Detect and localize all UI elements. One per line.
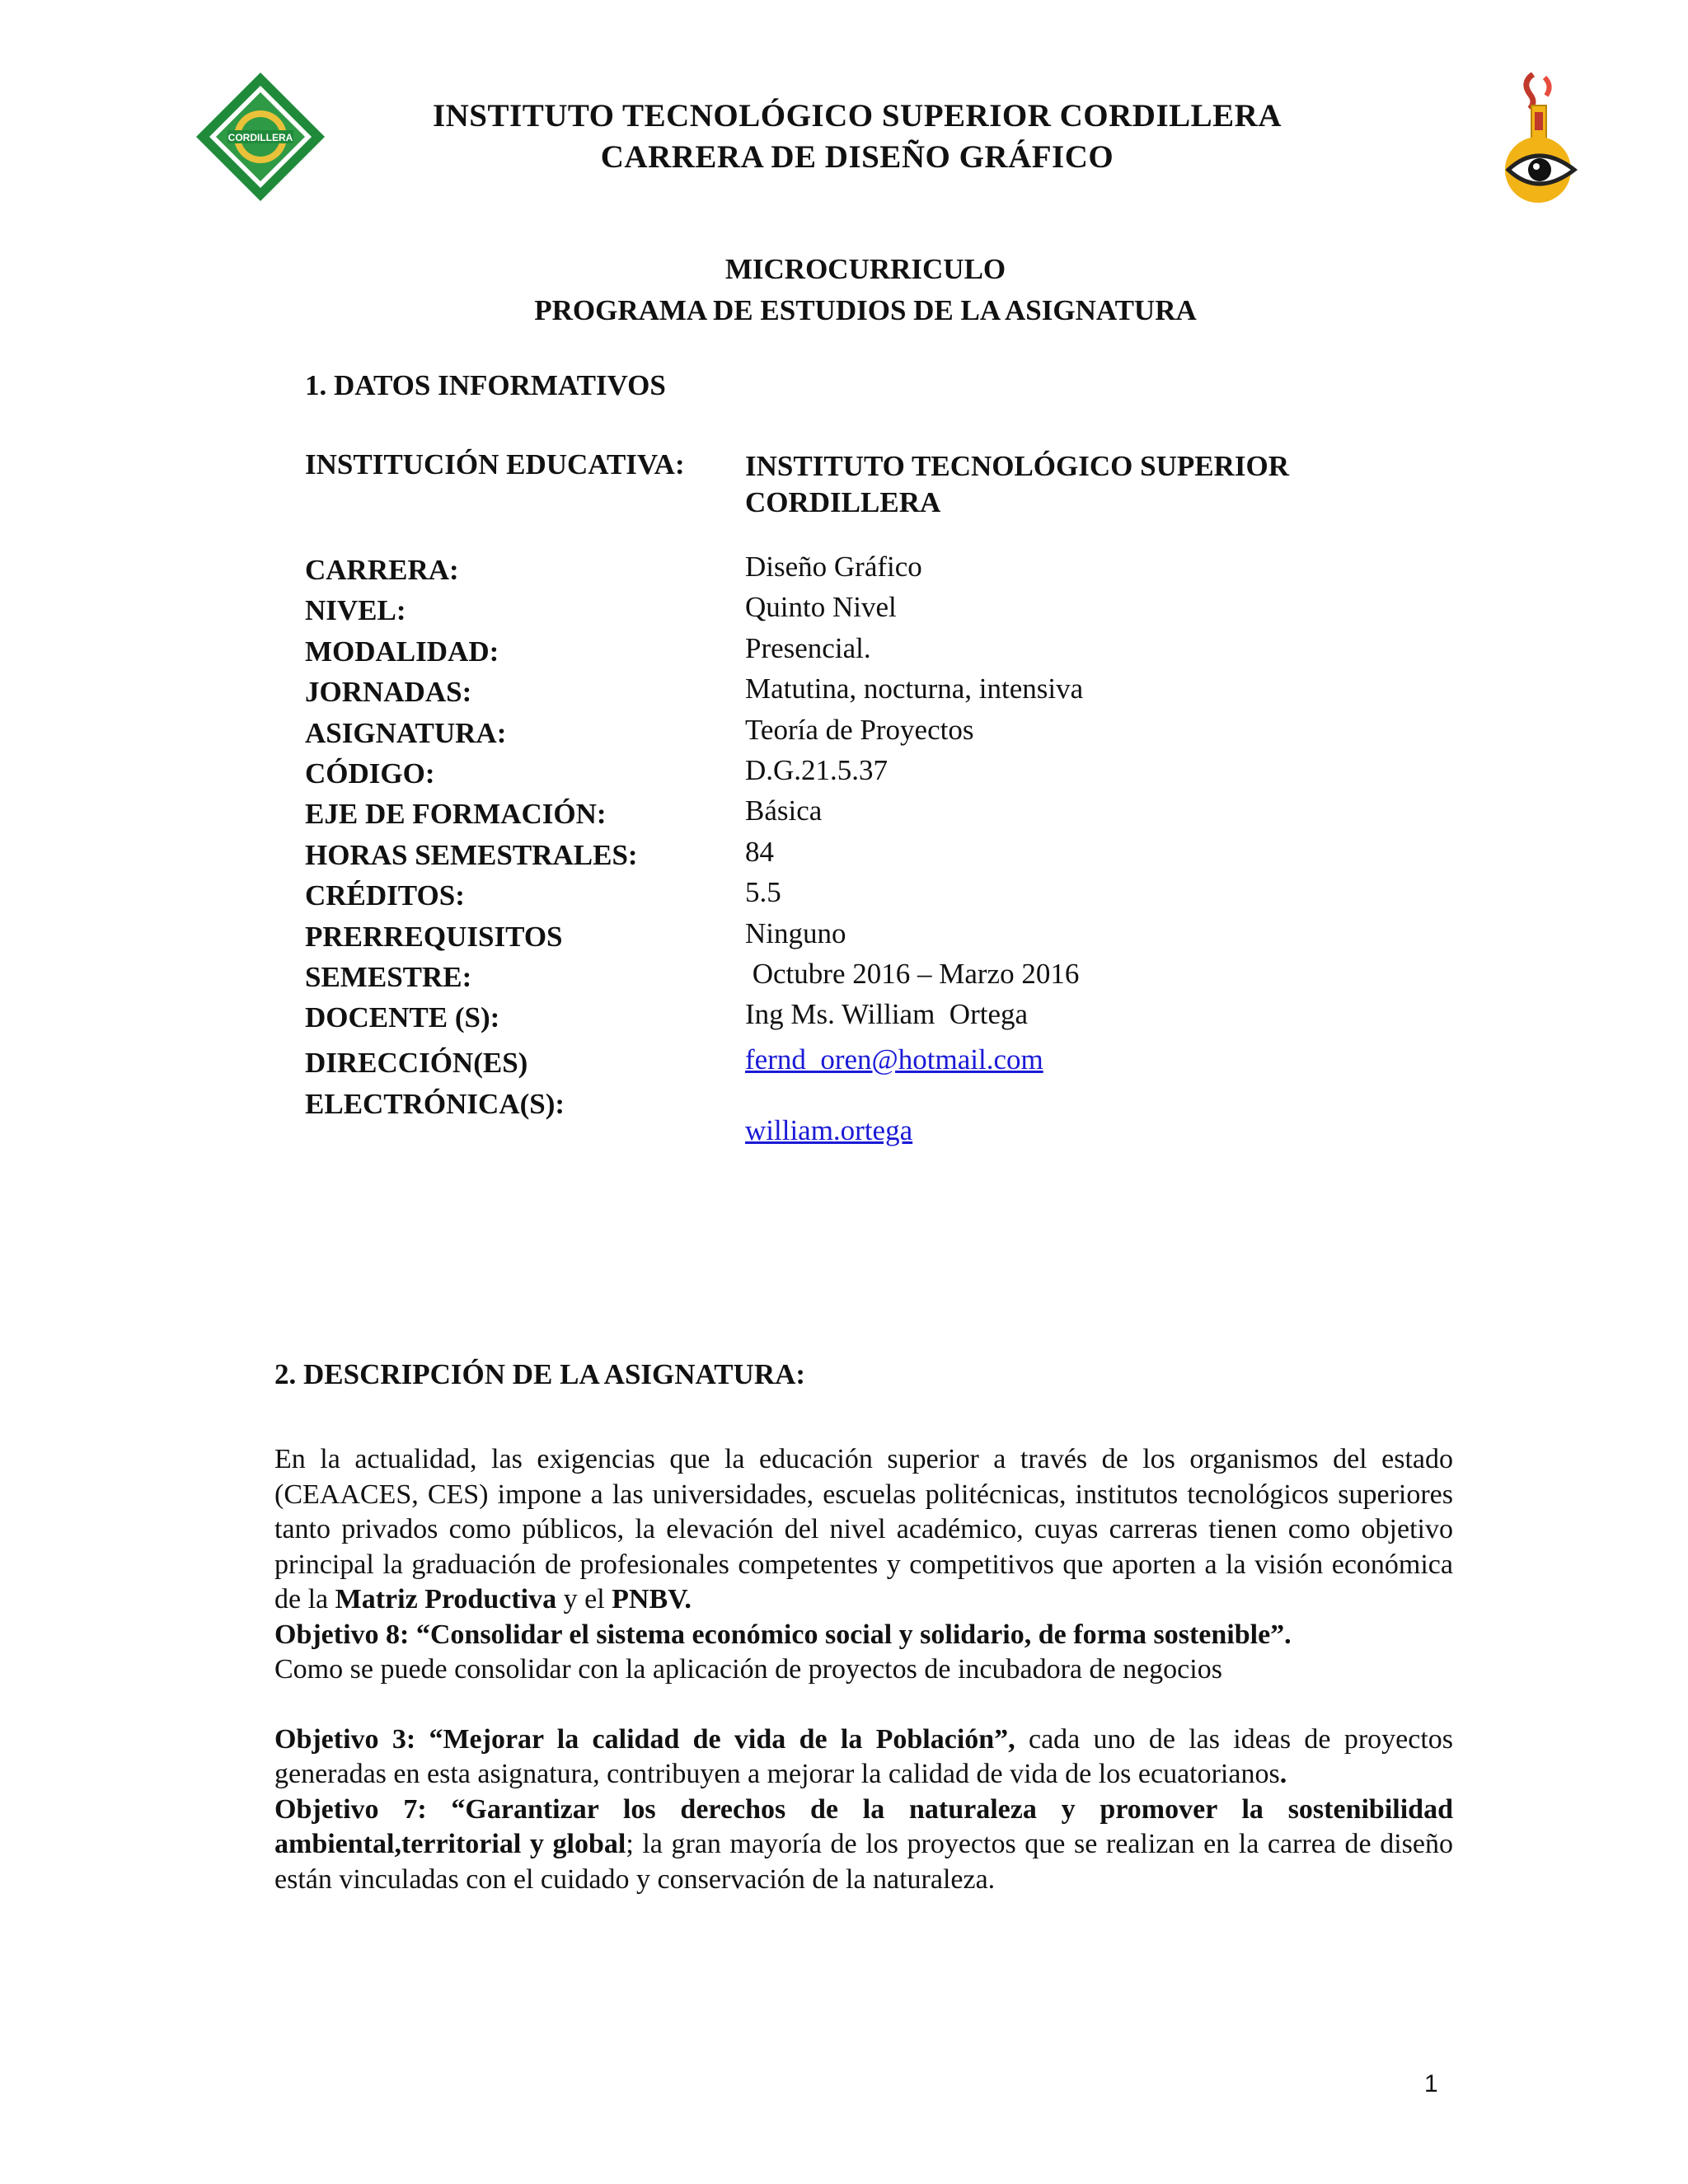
objective-7-text: ; la gran mayoría de los proyectos que se realizan en la carrea de diseño están vinculadas con el cuidado y conservación de la naturaleza. [274,1829,1453,1895]
objective-3-title: Objetivo 3: “Mejorar la calidad de vida de la Población”, [274,1723,1015,1755]
title-microcurriculo: MICROCURRICULO [724,253,1006,285]
description-text: y el [556,1584,612,1615]
info-row [305,836,1459,876]
info-row [305,754,1459,794]
info-row [305,876,1459,916]
info-label: MODALIDAD: [305,635,499,668]
section-heading-descripcion: 2. DESCRIPCIÓN DE LA ASIGNATURA: [274,1358,806,1390]
description-text: En la actualidad, las exigencias que la educación superior a través de los organismos del estado (CEAACES, CES) impone a las universidades, escuelas politécnicas, institutos tecnológicos superiores tanto privados como públicos, la elevación del nivel académico, cuyas carreras tienen como objetivo principal la graduación de profesionales competentes y competitivos que aporten a la visión económica de la [274,1444,1453,1615]
info-row [305,917,1459,958]
info-row [305,714,1459,754]
email-list [745,1039,1043,1151]
email-label-line2: ELECTRÓNICA(S): [305,1087,565,1120]
email-link-hotmail[interactable]: fernd_oren@hotmail.com [745,1043,1043,1076]
header-line2: CARRERA DE DISEÑO GRÁFICO [600,139,1114,175]
info-label: CARRERA: [305,554,459,586]
objective-8 [274,1618,1453,1653]
info-label: NIVEL: [305,594,406,627]
info-value: Ing Ms. William Ortega [745,998,1029,1031]
objective-8-title: Objetivo 8: “Consolidar el sistema económico social y solidario, de forma sostenible”. [274,1619,1292,1650]
info-label: JORNADAS: [305,676,472,709]
description-paragraph [274,1442,1453,1618]
info-label: PRERREQUISITOS [305,920,563,953]
email-label [305,1043,565,1125]
info-row [305,794,1459,835]
header [313,96,1401,178]
objective-7 [274,1793,1453,1898]
section-heading-datos: 1. DATOS INFORMATIVOS [305,369,666,401]
info-row [305,673,1459,713]
institution-value: INSTITUTO TECNOLÓGICO SUPERIOR CORDILLERA [745,450,1289,518]
email-label-line1: DIRECCIÓN(ES) [305,1046,528,1079]
info-value: Octubre 2016 – Marzo 2016 [745,957,1080,990]
info-label: DOCENTE (S): [305,1001,500,1034]
header-line1: INSTITUTO TECNOLÓGICO SUPERIOR CORDILLERA [432,98,1282,134]
logo-left-text: CORDILLERA [227,132,293,143]
info-value: 5.5 [745,876,781,909]
info-table [305,551,1459,1146]
info-value: Diseño Gráfico [745,551,922,583]
info-value: Matutina, nocturna, intensiva [745,673,1084,705]
info-value: Ninguno [745,916,846,949]
info-value: Teoría de Proyectos [745,713,974,746]
pnbv-text: PNBV. [612,1584,692,1615]
cordillera-logo [195,71,326,203]
institution-label: INSTITUCIÓN EDUCATIVA: [305,448,685,480]
info-row [305,998,1459,1038]
info-value: 84 [745,835,774,868]
title-programa: PROGRAMA DE ESTUDIOS DE LA ASIGNATURA [534,294,1197,326]
email-row [305,1039,1459,1146]
document-titles [354,249,1376,331]
info-label: CRÉDITOS: [305,879,465,912]
objective-3 [274,1722,1453,1793]
email-link-ortega[interactable]: william.ortega [745,1113,913,1146]
info-label: HORAS SEMESTRALES: [305,838,638,871]
info-row [305,591,1459,631]
info-row [305,551,1459,591]
info-value: Quinto Nivel [745,591,897,624]
info-label: CÓDIGO: [305,757,435,790]
info-label: SEMESTRE: [305,960,472,993]
matriz-productiva-text: Matriz Productiva [335,1584,557,1615]
info-value: Básica [745,794,823,827]
description-body [274,1442,1453,1897]
objective-3-text: cada uno de las ideas de proyectos generadas en esta asignatura, contribuyen a mejorar la calidad de vida de los ecuatorianos [274,1723,1453,1789]
info-row [305,632,1459,673]
info-label: ASIGNATURA: [305,716,507,749]
info-value: Presencial. [745,631,871,664]
objective-7-title: Objetivo 7: “Garantizar los derechos de la naturaleza y promover la sostenibilidad ambiental,territorial y global [274,1793,1453,1859]
info-label: EJE DE FORMACIÓN: [305,798,607,831]
page-number: 1 [1424,2070,1438,2097]
objective-8-text: Como se puede consolidar con la aplicación de proyectos de incubadora de negocios [274,1654,1222,1685]
eye-logo [1498,73,1581,204]
info-value: D.G.21.5.37 [745,753,889,786]
objective-3-end: . [1279,1759,1287,1789]
info-row [305,958,1459,998]
